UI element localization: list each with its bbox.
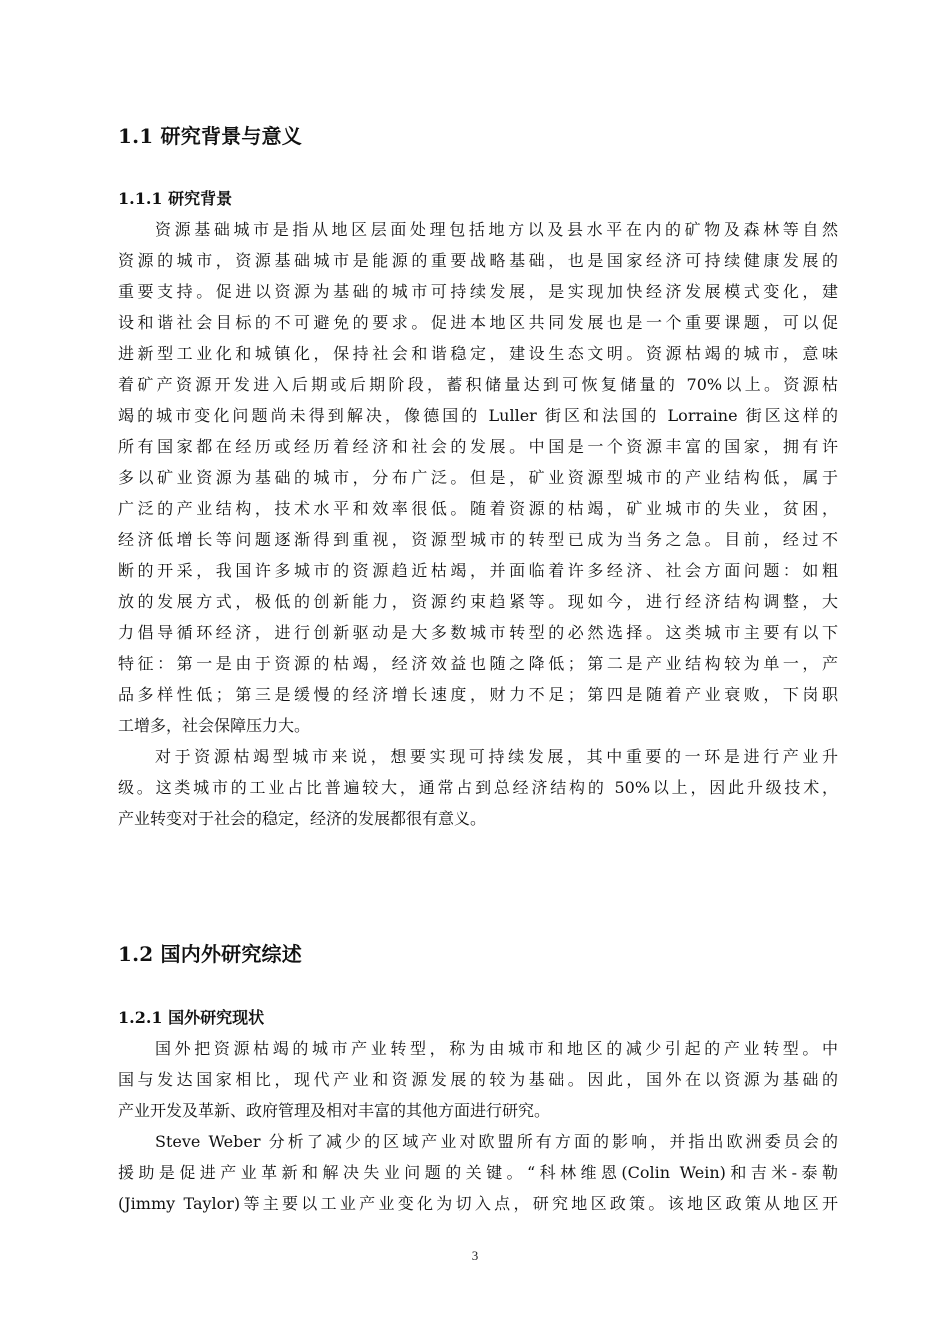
text-line: 着矿产资源开发进入后期或后期阶段，蓄积储量达到可恢复储量的 70%以上。资源枯: [118, 375, 838, 394]
text-line: (Jimmy Taylor)等主要以工业产业变化为切入点，研究地区政策。该地区政策从地区开: [118, 1194, 838, 1213]
text-line: 放的发展方式，极低的创新能力，资源约束趋紧等。现如今，进行经济结构调整，大: [118, 592, 838, 611]
text-line: 资源的城市，资源基础城市是能源的重要战略基础，也是国家经济可持续健康发展的: [118, 251, 838, 270]
paragraph-research-background-1: [118, 214, 838, 741]
text-line: 援助是促进产业革新和解决失业问题的关键。“科林维恩(Colin Wein)和吉米-泰勒: [118, 1163, 838, 1182]
text-line: 重要支持。促进以资源为基础的城市可持续发展，是实现加快经济发展模式变化，建: [118, 282, 838, 301]
text-line: 特征：第一是由于资源的枯竭，经济效益也随之降低；第二是产业结构较为单一，产: [118, 654, 838, 673]
text-line: 断的开采，我国许多城市的资源趋近枯竭，并面临着许多经济、社会方面问题：如粗: [118, 561, 838, 580]
text-line: 国外把资源枯竭的城市产业转型，称为由城市和地区的减少引起的产业转型。中: [155, 1039, 838, 1058]
text-line: 国与发达国家相比，现代产业和资源发展的较为基础。因此，国外在以资源为基础的: [118, 1070, 838, 1089]
paragraph-foreign-research-2: [118, 1126, 838, 1219]
text-line: 力倡导循环经济，进行创新驱动是大多数城市转型的必然选择。这类城市主要有以下: [118, 623, 838, 642]
text-line: 经济低增长等问题逐渐得到重视，资源型城市的转型已成为当务之急。目前，经过不: [118, 530, 838, 549]
subsection-heading-1-2-1: 1.2.1 国外研究现状: [118, 1008, 265, 1027]
text-line: 竭的城市变化问题尚未得到解决，像德国的 Luller 街区和法国的 Lorraine 街区这样的: [118, 406, 838, 425]
text-line: 所有国家都在经历或经历着经济和社会的发展。中国是一个资源丰富的国家，拥有许: [118, 437, 838, 456]
section-heading-1-2: 1.2 国内外研究综述: [118, 942, 302, 966]
text-line: 设和谐社会目标的不可避免的要求。促进本地区共同发展也是一个重要课题，可以促: [118, 313, 838, 332]
section-heading-1-1: 1.1 研究背景与意义: [118, 124, 302, 148]
text-line: 广泛的产业结构，技术水平和效率很低。随着资源的枯竭，矿业城市的失业，贫困，: [118, 499, 838, 518]
paragraph-research-background-2: [118, 741, 838, 834]
text-line: 工增多，社会保障压力大。: [118, 716, 311, 735]
subsection-heading-1-1-1: 1.1.1 研究背景: [118, 189, 233, 208]
text-line: 产业转变对于社会的稳定，经济的发展都很有意义。: [118, 809, 487, 828]
paragraph-foreign-research-1: [118, 1033, 838, 1126]
text-line: 对于资源枯竭型城市来说，想要实现可持续发展，其中重要的一环是进行产业升: [155, 747, 838, 766]
text-line: Steve Weber 分析了减少的区域产业对欧盟所有方面的影响，并指出欧洲委员会的: [155, 1132, 838, 1151]
page-number: 3: [471, 1248, 479, 1263]
text-line: 产业开发及革新、政府管理及相对丰富的其他方面进行研究。: [118, 1101, 551, 1120]
text-line: 进新型工业化和城镇化，保持社会和谐稳定，建设生态文明。资源枯竭的城市，意味: [118, 344, 838, 363]
text-line: 资源基础城市是指从地区层面处理包括地方以及县水平在内的矿物及森林等自然: [155, 220, 838, 239]
text-line: 级。这类城市的工业占比普遍较大，通常占到总经济结构的 50%以上，因此升级技术，: [118, 778, 838, 797]
text-line: 多以矿业资源为基础的城市，分布广泛。但是，矿业资源型城市的产业结构低，属于: [118, 468, 838, 487]
text-line: 品多样性低；第三是缓慢的经济增长速度，财力不足；第四是随着产业衰败，下岗职: [118, 685, 838, 704]
